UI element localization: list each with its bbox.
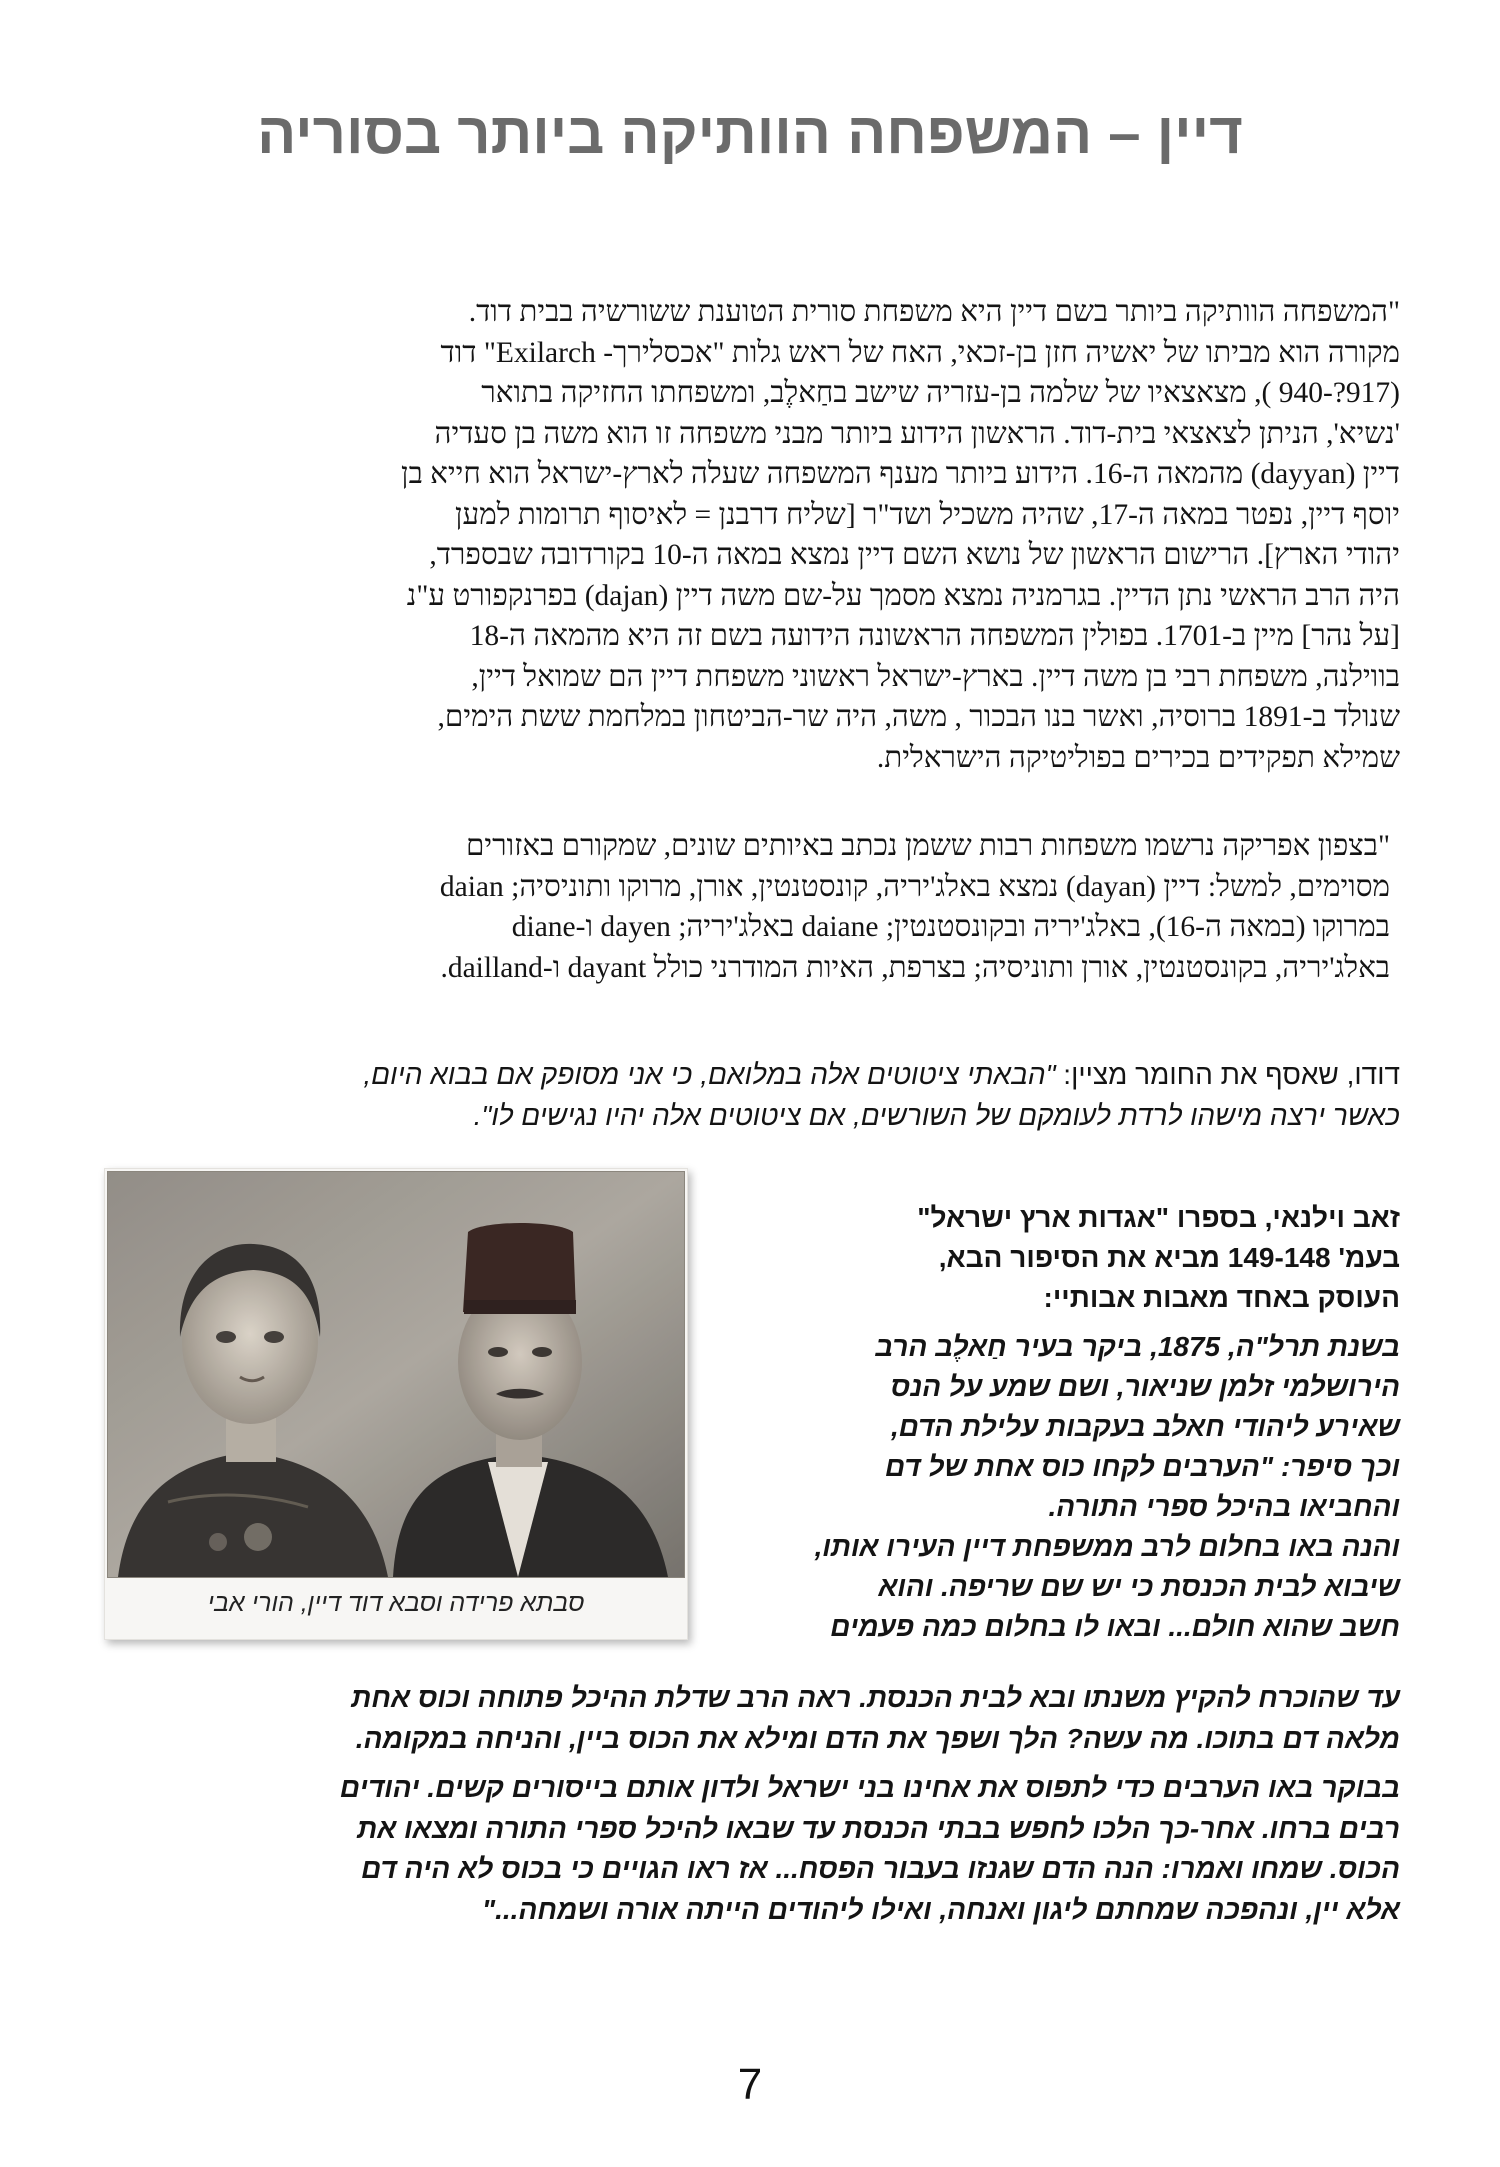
story-tale-line: שאירע ליהודי חאלב בעקבות עלילת הדם, bbox=[890, 1411, 1400, 1442]
story-tale-line: וכך סיפר: "הערבים לקחו כוס אחת של דם bbox=[884, 1451, 1400, 1482]
north-africa-line: במרוקו (במאה ה-16), באלג'יריה ובקונסטנטין; daiane באלג'יריה; dayen ו-diane bbox=[511, 911, 1390, 943]
story-final-line: בבוקר באו הערבים כדי לתפוס את אחינו בני ישראל ולדון אותם בייסורים קשים. יהודים bbox=[339, 1772, 1400, 1803]
intro-line: שנולד ב-1891 ברוסיה, ואשר בנו הבכור , משה, היה שר-הביטחון במלחמת ששת הימים, bbox=[437, 701, 1400, 733]
story-final-line: אלא יין, ונהפכה שמחתם ליגון ואנחה, ואילו ליהודים הייתה אורה ושמחה..." bbox=[481, 1893, 1400, 1925]
family-photo-frame bbox=[104, 1168, 688, 1640]
story-tale-line: שיבוא לבית הכנסת כי יש שם שריפה. והוא bbox=[878, 1571, 1400, 1602]
story-column bbox=[715, 1198, 1400, 1647]
story-final-line: רבים ברחו. אחר-כך הלכו לחפש בבתי הכנסת עד שבאו להיכל ספרי התורה ומצאו את bbox=[357, 1812, 1400, 1844]
intro-line: [על נהר] מיין ב-1701. בפולין המשפחה הראשונה הידועה בשם זה היא מהמאה ה-18 bbox=[469, 620, 1400, 652]
story-intro-line: זאב וילנאי, בספרו "אגדות ארץ ישראל" bbox=[917, 1202, 1400, 1233]
story-tale-line: חשב שהוא חולם... ובאו לו בחלום כמה פעמים bbox=[830, 1611, 1400, 1642]
north-africa-paragraph bbox=[140, 826, 1390, 988]
story-intro-line: העוסק באחד מאבות אבותיי: bbox=[1043, 1282, 1400, 1313]
note-quote-line2: כאשר ירצה מישהו לרדת לעומקם של השורשים, אם ציטוטים אלה יהיו נגישים לו". bbox=[473, 1100, 1400, 1131]
page-title: דיין – המשפחה הוותיקה ביותר בסוריה bbox=[257, 101, 1243, 166]
family-photo bbox=[107, 1171, 685, 1578]
editor-note bbox=[140, 1054, 1400, 1136]
intro-line: יוסף דיין, נפטר במאה ה-17, שהיה משכיל ושד"ר [שליח דרבנן = לאיסוף תרומות למען bbox=[455, 498, 1400, 531]
intro-line: בווילנה, משפחת רבי בן משה דיין. בארץ-ישראל ראשוני משפחת דיין הם שמואל דיין, bbox=[471, 660, 1400, 693]
page-number: 7 bbox=[737, 2060, 763, 2109]
photo-caption: סבתא פרידה וסבא דוד דיין, הורי אבי bbox=[207, 1589, 585, 1617]
north-africa-line: "בצפון אפריקה נרשמו משפחות רבות ששמן נכתב באיותים שונים, שמקורם באזורים bbox=[465, 830, 1390, 862]
intro-line: מקורה הוא מביתו של יאשיה חזן בן-זכאי, האח של ראש גלות "אכסלירך- Exilarch" דוד bbox=[440, 336, 1400, 369]
story-tale-line: הירושלמי זלמן שניאור, ושם שמע על הנס bbox=[890, 1371, 1400, 1402]
intro-line: שמילא תפקידים בכירים בפוליטיקה הישראלית. bbox=[876, 741, 1400, 774]
intro-line: דיין (dayyan) מהמאה ה-16. הידוע ביותר מענף המשפחה שעלה לארץ-ישראל הוא חייא בן bbox=[401, 458, 1400, 490]
intro-line: היה הרב הראשי נתן הדיין. בגרמניה נמצא מסמך על-שם משה דיין (dajan) בפרנקפורט ע"נ bbox=[406, 579, 1400, 612]
intro-line: יהודי הארץ]. הרישום הראשון של נושא השם דיין נמצא במאה ה-10 בקורדובה שבספרד, bbox=[429, 539, 1400, 571]
story-final-line: הכוס. שמחו ואמרו: הנה הדם שגנזו בעבור הפסח... אז ראו הגויים כי בכוס לא היה דם bbox=[361, 1853, 1400, 1884]
story-tale-line: והחביאו בהיכל ספרי התורה. bbox=[1048, 1491, 1400, 1522]
north-africa-line: מסוימים, למשל: דיין (dayan) נמצא באלג'יריה, קונסטנטין, אורן, מרוקו ותוניסיה; daian bbox=[439, 870, 1390, 903]
note-quote-line1: "הבאתי ציטוטים אלה במלואם, כי אני מסופק אם בבוא היום, bbox=[363, 1059, 1056, 1090]
story-continuation bbox=[148, 1678, 1400, 1930]
story-tale-line: בשנת תרל"ה, 1875, ביקר בעיר חַאלֶב הרב bbox=[875, 1331, 1400, 1362]
intro-paragraph bbox=[140, 292, 1400, 778]
intro-line: "המשפחה הוותיקה ביותר בשם דיין היא משפחת סורית הטוענת ששורשיה בבית דוד. bbox=[468, 296, 1400, 328]
intro-line: 'נשיא', הניתן לצאצאי בית-דוד. הראשון הידוע ביותר מבני משפחה זו הוא משה בן סעדיה bbox=[434, 417, 1400, 450]
north-africa-line: באלג'יריה, בקונסטנטין, אורן ותוניסיה; בצרפת, האיות המודרני כולל dayant ו-dailland. bbox=[440, 951, 1390, 984]
story-tale-line: והנה באו בחלום לרב ממשפחת דיין העירו אותו, bbox=[814, 1531, 1400, 1562]
story-wide-line: מלאה דם בתוכו. מה עשה? הלך ושפך את הדם ומילא את הכוס ביין, והניחה במקומה. bbox=[355, 1722, 1400, 1754]
story-wide-line: עד שהוכרח להקיץ משנתו ובא לבית הכנסת. ראה הרב שדלת ההיכל פתוחה וכוס אחת bbox=[351, 1682, 1400, 1713]
story-intro-line: בעמ' 149-148 מביא את הסיפור הבא, bbox=[938, 1242, 1400, 1273]
note-prefix: דודו, שאסף את החומר מציין: bbox=[1055, 1059, 1400, 1090]
intro-line: (917?-940 ), מצאצאיו של שלמה בן-עזריה שישב בחַאלֶב, ומשפחתו החזיקה בתואר bbox=[481, 377, 1400, 409]
